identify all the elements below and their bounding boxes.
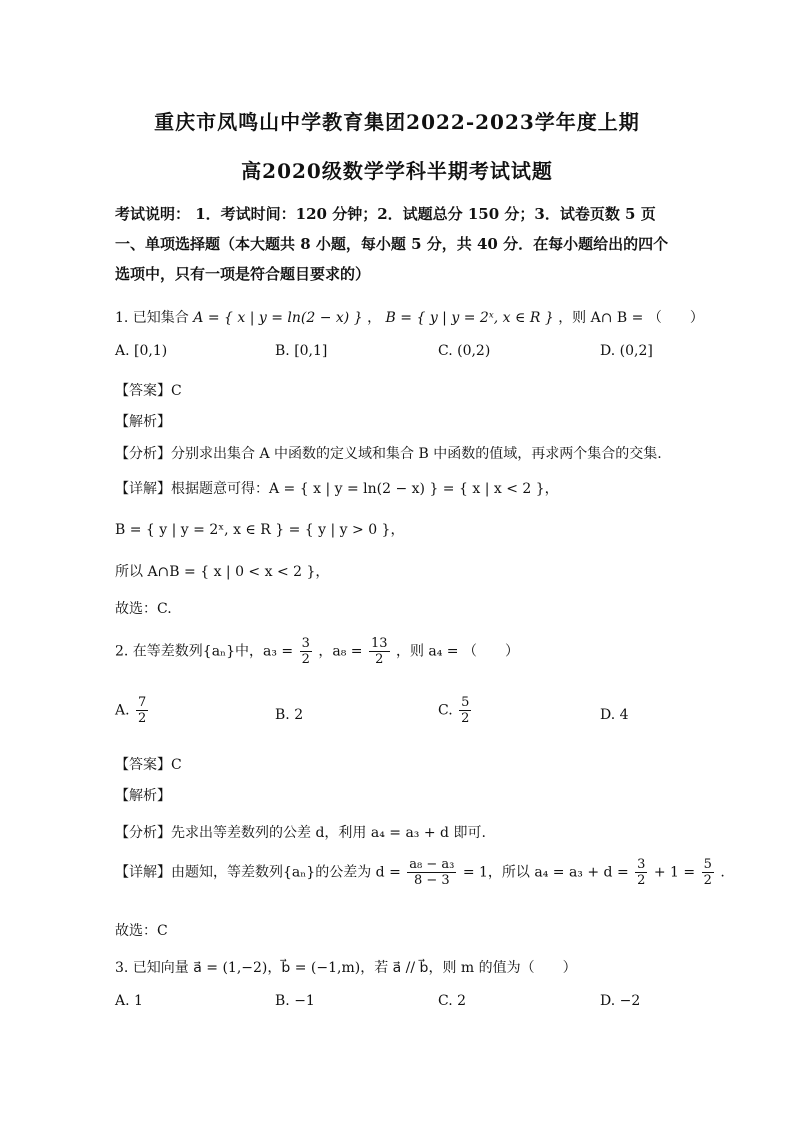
q1-stem-suffix: ，则 A∩ B = （ ） — [558, 310, 704, 326]
q2-option-c-numerator: 5 — [461, 695, 470, 710]
q2-option-a-denominator: 2 — [138, 711, 147, 726]
q1-sep: ， — [367, 310, 382, 326]
q2-detail-mid2: + 1 = — [653, 864, 696, 881]
q1-detail-1: 【详解】根据题意可得：A = { x | y = ln(2 − x) } = { x | x < 2 }， — [115, 481, 559, 497]
q2-d-fraction — [407, 857, 456, 888]
q2-a8-fraction — [369, 636, 390, 667]
q2-r2-numerator: 5 — [703, 857, 712, 872]
q2-r1-numerator: 3 — [637, 857, 646, 872]
section1-heading-line2: 选项中，只有一项是符合题目要求的） — [115, 265, 371, 283]
q2-stem-prefix: 2. 在等差数列{aₙ}中，a₃ = — [115, 643, 294, 660]
q2-d-numerator: a₈ − a₃ — [409, 857, 455, 872]
exam-title-line2: 高2020级数学学科半期考试试题 — [241, 159, 553, 183]
q2-analysis-label: 【解析】 — [115, 788, 171, 804]
q3-option-c: C. 2 — [438, 993, 467, 1009]
q2-d-denominator: 8 − 3 — [413, 873, 450, 888]
q1-option-c: C. (0,2) — [438, 343, 491, 359]
q2-a8-numerator: 13 — [370, 636, 388, 651]
q2-option-a-numerator: 7 — [138, 695, 147, 710]
q2-r1-denominator: 2 — [637, 873, 646, 888]
q2-detail-end: . — [720, 864, 725, 881]
q2-detail — [115, 857, 725, 888]
q2-option-c-denominator: 2 — [461, 711, 470, 726]
q3-stem: 3. 已知向量 a⃗ = (1,−2)，b⃗ = (−1,m)，若 a⃗ // b⃗，则 m 的值为（ ） — [115, 960, 577, 976]
q1-detail-2: B = { y | y = 2ˣ, x ∈ R } = { y | y > 0 }， — [115, 522, 405, 538]
q2-option-d: D. 4 — [600, 707, 629, 723]
q2-option-c-fraction — [459, 695, 471, 726]
q2-option-a-fraction — [136, 695, 148, 726]
q1-analysis-label: 【解析】 — [115, 414, 171, 430]
q2-r1-fraction — [635, 857, 647, 888]
q2-option-a-label: A. — [115, 702, 130, 719]
q2-option-c — [438, 695, 473, 726]
q2-a3-denominator: 2 — [301, 652, 310, 667]
q2-r2-fraction — [702, 857, 714, 888]
exam-title-line1: 重庆市凤鸣山中学教育集团2022-2023学年度上期 — [154, 110, 640, 134]
section1-heading-line1: 一、单项选择题（本大题共 8 小题，每小题 5 分，共 40 分．在每小题给出的四个 — [115, 235, 669, 253]
q2-stem — [115, 636, 519, 667]
q1-set-a: A = { x | y = ln(2 − x) } — [193, 310, 363, 326]
q1-stem — [115, 307, 704, 327]
q2-option-c-label: C. — [438, 702, 453, 719]
q3-option-a: A. 1 — [115, 993, 143, 1009]
q1-option-d: D. (0,2] — [600, 343, 653, 359]
q1-set-b: B = { y | y = 2ˣ, x ∈ R } — [385, 310, 554, 326]
q2-a8-denominator: 2 — [375, 652, 384, 667]
q2-mid: ，a₈ = — [318, 643, 363, 660]
q1-detail-3: 所以 A∩B = { x | 0 < x < 2 }， — [115, 564, 330, 580]
q3-option-d: D. −2 — [600, 993, 641, 1009]
q3-option-b: B. −1 — [275, 993, 315, 1009]
q1-answer: 【答案】C — [115, 383, 182, 399]
q2-fenxi: 【分析】先求出等差数列的公差 d，利用 a₄ = a₃ + d 即可. — [115, 825, 486, 841]
q2-answer: 【答案】C — [115, 757, 182, 773]
q1-option-a: A. [0,1) — [115, 343, 168, 359]
exam-note: 考试说明： 1．考试时间：120 分钟；2．试题总分 150 分；3．试卷页数 5 页 — [115, 205, 656, 223]
q2-option-b: B. 2 — [275, 707, 304, 723]
q1-stem-prefix: 1. 已知集合 — [115, 310, 189, 326]
q2-detail-mid: = 1，所以 a₄ = a₃ + d = — [462, 864, 629, 881]
q2-detail-prefix: 【详解】由题知，等差数列{aₙ}的公差为 d = — [115, 864, 401, 881]
q2-a3-numerator: 3 — [301, 636, 310, 651]
q2-option-a — [115, 695, 150, 726]
q2-choose: 故选：C — [115, 923, 168, 939]
q2-a3-fraction — [300, 636, 312, 667]
q2-stem-suffix: ，则 a₄ = （ ） — [395, 643, 519, 660]
q1-fenxi: 【分析】分别求出集合 A 中函数的定义域和集合 B 中函数的值域，再求两个集合的交集. — [115, 446, 662, 462]
q1-choose: 故选：C. — [115, 601, 172, 617]
q1-option-b: B. [0,1] — [275, 343, 328, 359]
q2-r2-denominator: 2 — [703, 873, 712, 888]
